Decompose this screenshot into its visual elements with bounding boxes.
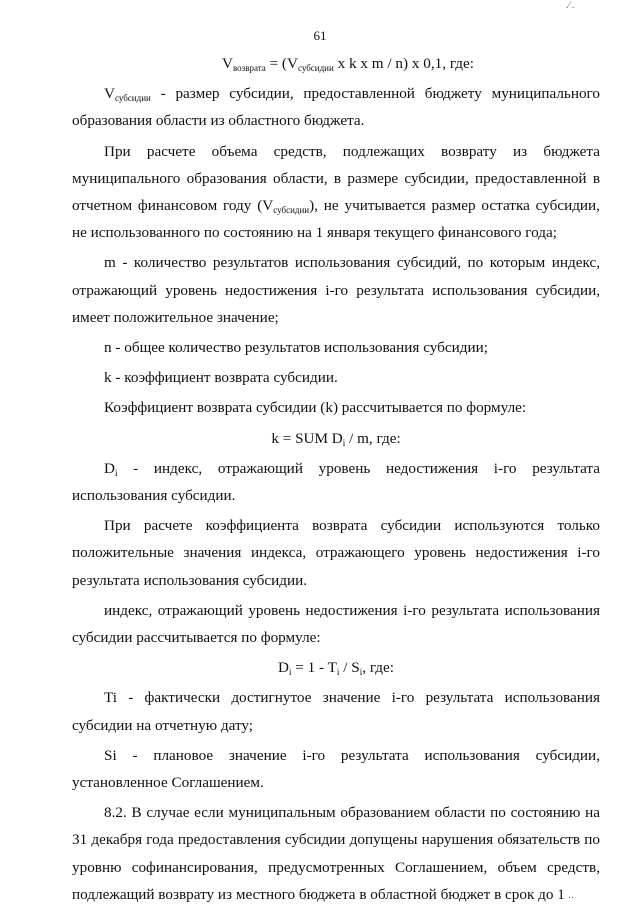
- paragraph-ti-definition: Ti - фактически достигнутое значение i-го результата использования субсидии на отчетную дату;: [72, 689, 600, 734]
- paragraph-si-definition: Si - плановое значение i-го результата использования субсидии, установленное Соглашением.: [72, 746, 600, 792]
- paragraph-v-subsidy: $V_{субсидии}$ - размер субсидии, предоставленной бюджету муниципального образования области из областного бюджета.: [72, 85, 600, 130]
- paragraph-n-definition: n - общее количество результатов использования субсидии;: [104, 339, 488, 357]
- scan-speck: .⁄ .: [566, 0, 575, 10]
- paragraph-k-formula-intro: Коэффициент возврата субсидии (k) рассчитывается по формуле:: [104, 399, 527, 417]
- paragraph-k-definition: k - коэффициент возврата субсидии.: [104, 369, 338, 387]
- scan-speck: ‥: [568, 890, 575, 900]
- formula-k: k = SUM $D_i$ / m, где:: [271, 429, 401, 448]
- formula-return: $V_{возврата} = (V_{субсидии}$ x k x m / n) x 0,1, где:: [222, 55, 474, 73]
- document-body: [72, 50, 600, 911]
- paragraph-m-definition: m - количество результатов использования субсидий, по которым индекс, отражающий уровень недостижения i-го результата использования субсидии, имеет положительное значение;: [72, 254, 600, 326]
- page-number: 61: [313, 28, 327, 43]
- paragraph-calculation-note: При расчете объема средств, подлежащих возврату из бюджета муниципального образования области, в размере субсидии, предоставленной в отчетном финансовом году $(V_{субсидии})$, не учитывается размер остатка субсидии, не использованного по состоянию на 1 января текущего финансового года;: [72, 142, 600, 242]
- paragraph-index-intro: индекс, отражающий уровень недостижения i-го результата использования субсидии рассчитывается по формуле:: [72, 601, 600, 647]
- paragraph-positive-values: При расчете коэффициента возврата субсидии используются только положительные значения индекса, отражающего уровень недостижения i-го результата использования субсидии.: [72, 517, 600, 589]
- paragraph-section-8-2: 8.2. В случае если муниципальным образованием области по состоянию на 31 декабря года предоставления субсидии допущены нарушения обязательств по уровню софинансирования, предусмотренных Соглашением, объем средств, подлежащий возврату из местного бюджета в областной бюджет в срок до 1: [72, 804, 600, 903]
- paragraph-di-definition: $D_i$ - индекс, отражающий уровень недостижения i-го результата использования субсидии.: [72, 459, 600, 505]
- formula-d: $D_i = 1 - T_i / S_i$, где:: [278, 659, 394, 678]
